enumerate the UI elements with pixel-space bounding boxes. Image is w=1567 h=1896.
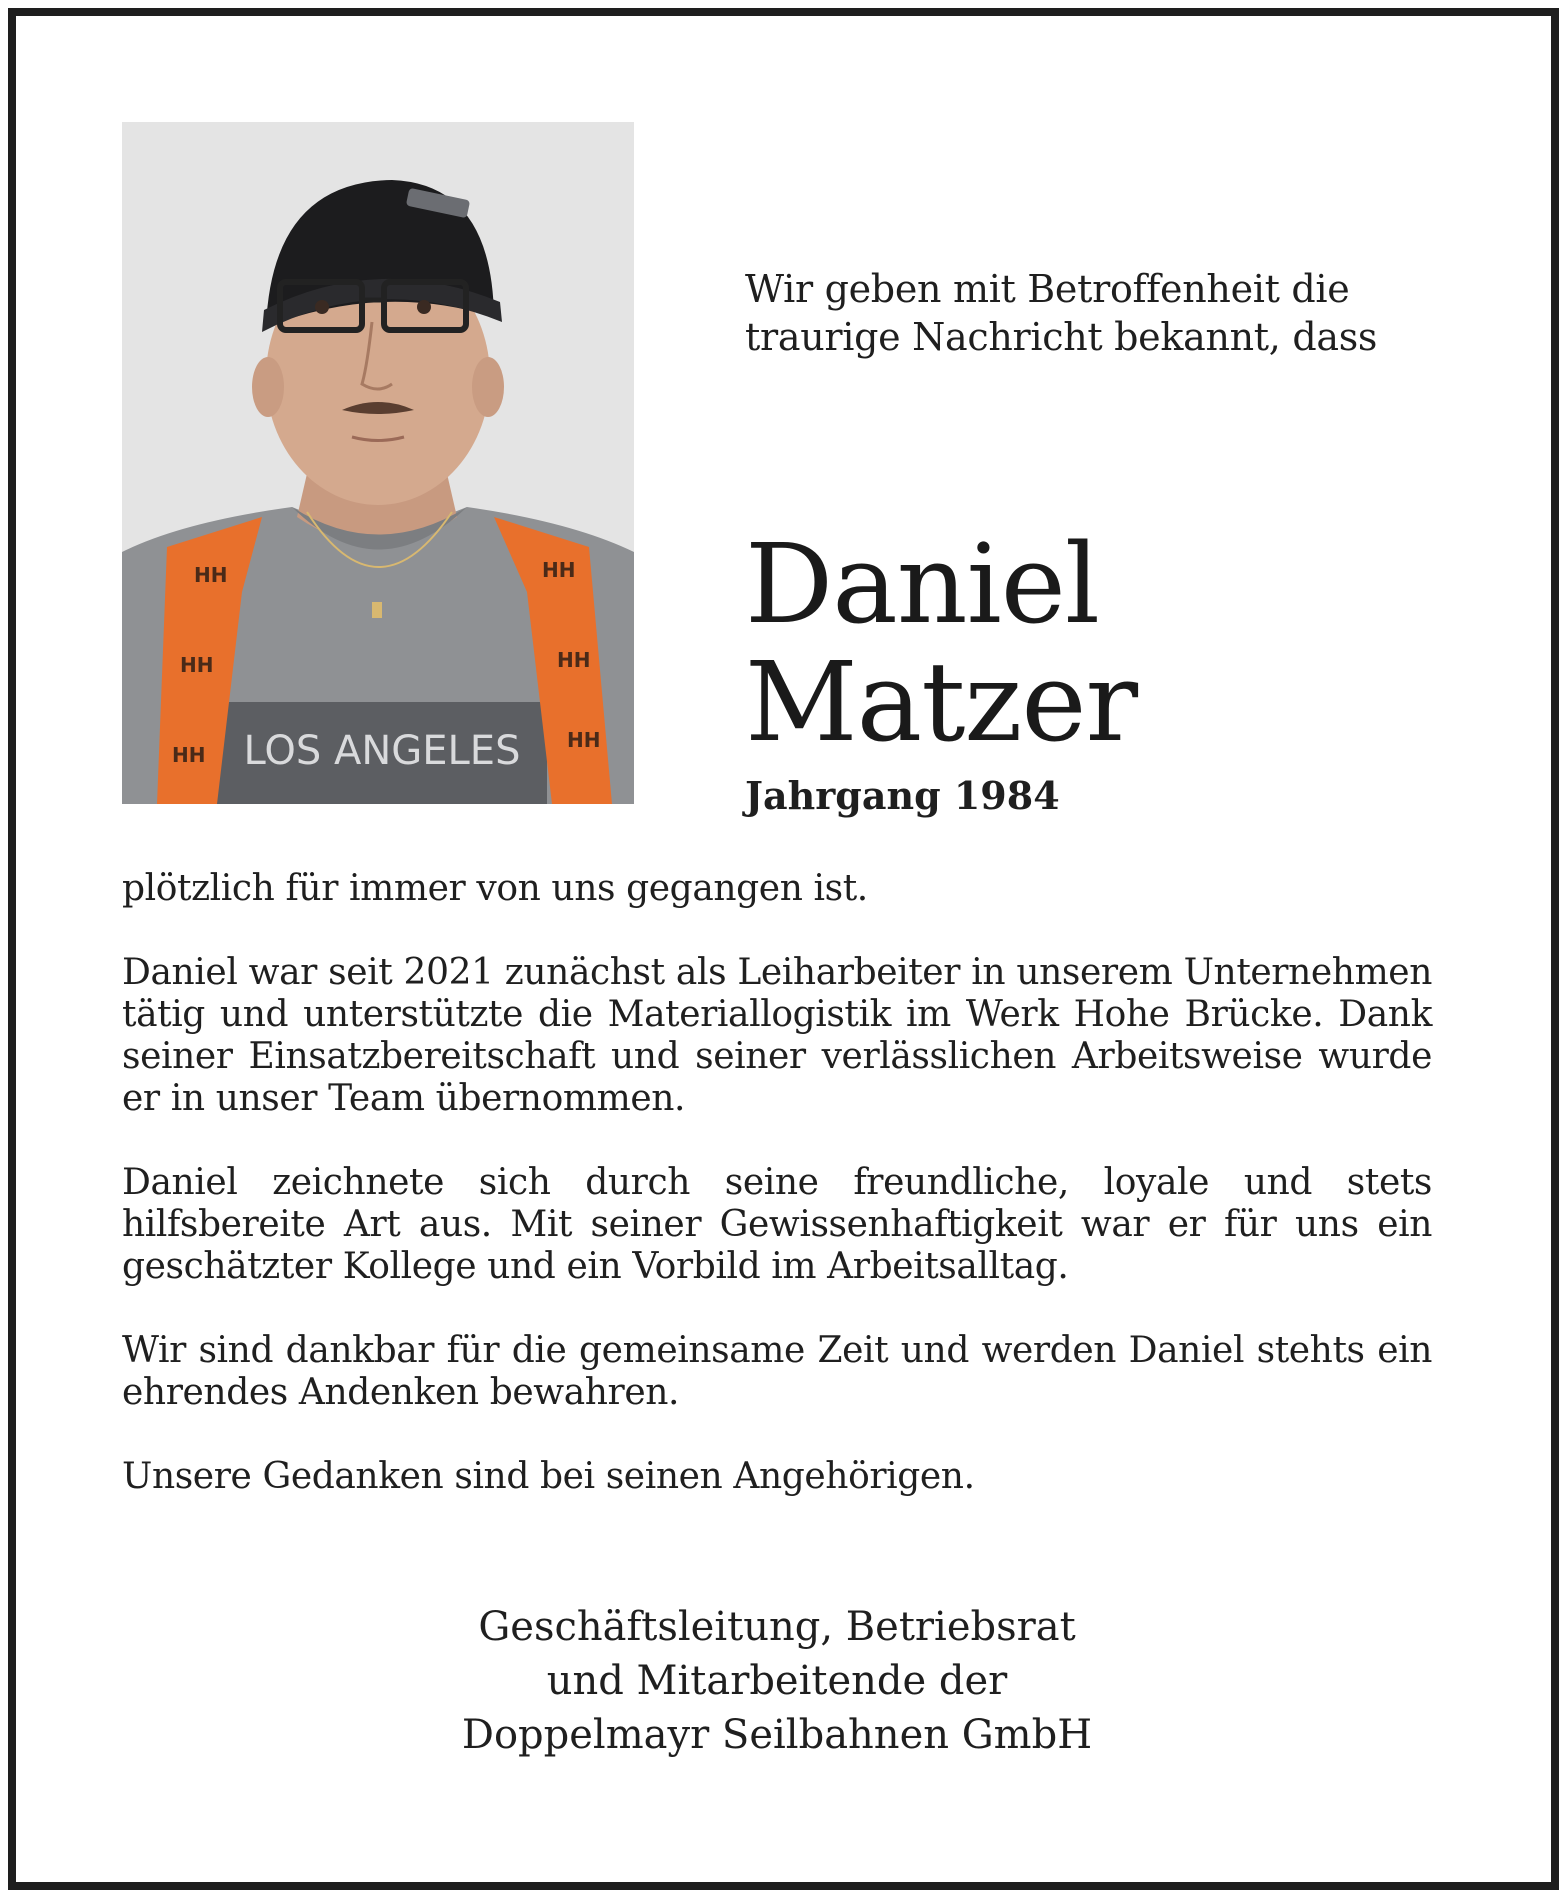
suspender-logo: HH <box>542 558 576 582</box>
obituary-body <box>122 868 1432 1540</box>
signature-line: Geschäftsleitung, Betriebsrat <box>478 1604 1076 1650</box>
signature-block <box>122 1600 1432 1762</box>
deceased-name <box>745 520 1465 766</box>
shirt-print: LOS ANGELES <box>243 728 521 774</box>
birth-year: Jahrgang 1984 <box>745 773 1060 818</box>
portrait-photo <box>122 122 634 804</box>
paragraph: Unsere Gedanken sind bei seinen Angehörigen. <box>122 1456 975 1497</box>
intro-text: Wir geben mit Betroffenheit die traurige Nachricht bekannt, dass <box>745 267 1378 359</box>
signature-line: und Mitarbeitende der <box>546 1658 1008 1704</box>
last-name: Matzer <box>745 638 1138 766</box>
portrait-illustration <box>122 122 634 804</box>
paragraph: Daniel war seit 2021 zunächst als Leiharbeiter in unserem Unternehmen tätig und unterstützte die Materiallogistik im Werk Hohe Brücke. Dank seiner Einsatzbereitschaft und seiner verlässlichen Arbeitsweise wurde er in unser Team übernommen. <box>122 952 1432 1119</box>
suspender-logo: HH <box>194 563 228 587</box>
paragraph: Wir sind dankbar für die gemeinsame Zeit und werden Daniel stehts ein ehrendes Andenken bewahren. <box>122 1330 1432 1413</box>
first-name: Daniel <box>745 520 1100 648</box>
suspender-logo: HH <box>567 728 601 752</box>
paragraph: plötzlich für immer von uns gegangen ist. <box>122 868 868 909</box>
suspender-logo: HH <box>557 648 591 672</box>
suspender-logo: HH <box>172 743 206 767</box>
paragraph: Daniel zeichnete sich durch seine freundliche, loyale und stets hilfsbereite Art aus. Mit seiner Gewissenhaftigkeit war er für uns ein geschätzter Kollege und ein Vorbild im Arbeitsalltag. <box>122 1162 1432 1287</box>
suspender-logo: HH <box>180 653 214 677</box>
signature-line: Doppelmayr Seilbahnen GmbH <box>461 1712 1093 1758</box>
